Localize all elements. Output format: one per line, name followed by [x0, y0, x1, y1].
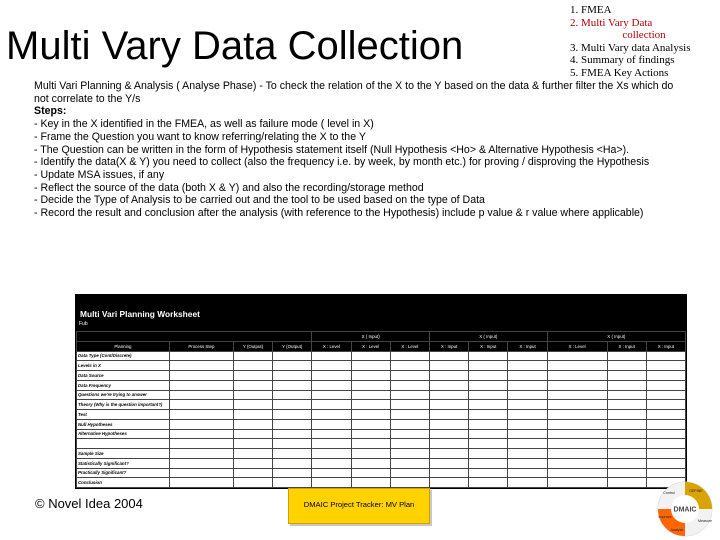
worksheet-row — [77, 400, 686, 410]
worksheet-cell — [169, 419, 233, 429]
worksheet-cell — [547, 410, 607, 420]
worksheet-cell — [390, 419, 429, 429]
worksheet-cell — [390, 410, 429, 420]
worksheet-cell — [351, 468, 390, 478]
worksheet-cell — [429, 371, 468, 381]
worksheet-cell — [169, 371, 233, 381]
worksheet-cell — [390, 390, 429, 400]
worksheet-cell — [429, 400, 468, 410]
worksheet-cell — [547, 439, 607, 449]
worksheet-cell — [469, 390, 508, 400]
worksheet-cell — [390, 371, 429, 381]
worksheet-cell — [429, 419, 468, 429]
worksheet-cell — [508, 371, 547, 381]
worksheet-cell — [469, 380, 508, 390]
worksheet-cell — [233, 390, 272, 400]
worksheet-cell — [646, 410, 685, 420]
worksheet-cell — [508, 410, 547, 420]
worksheet-cell — [508, 351, 547, 361]
worksheet-cell — [233, 419, 272, 429]
worksheet-cell — [646, 468, 685, 478]
worksheet-cell — [351, 478, 390, 488]
worksheet-cell — [547, 361, 607, 371]
worksheet-cell — [646, 458, 685, 468]
worksheet-cell — [351, 351, 390, 361]
worksheet-cell — [273, 468, 312, 478]
logo-control-text: Control — [663, 491, 675, 495]
worksheet-cell — [508, 429, 547, 439]
worksheet-cell — [469, 458, 508, 468]
group-header-blank — [77, 332, 312, 342]
worksheet-cell — [273, 419, 312, 429]
worksheet-cell — [169, 400, 233, 410]
worksheet-column-header: X : Level — [312, 341, 351, 351]
worksheet-cell — [429, 458, 468, 468]
logo-define-text: DEFINE — [689, 489, 703, 493]
worksheet-column-header: X : Input — [607, 341, 646, 351]
logo-center-text: DMAIC — [673, 506, 697, 514]
worksheet-cell — [469, 478, 508, 488]
body-text — [34, 80, 676, 220]
worksheet-cell — [233, 351, 272, 361]
worksheet-column-header: Planning — [77, 341, 170, 351]
worksheet-cell — [312, 351, 351, 361]
worksheet-cell — [607, 468, 646, 478]
worksheet-cell — [429, 380, 468, 390]
worksheet-cell — [547, 478, 607, 488]
worksheet-row-label: Practically Significant? — [77, 468, 170, 478]
worksheet-cell — [169, 468, 233, 478]
worksheet-cell — [233, 371, 272, 381]
worksheet-column-header: X : Input — [429, 341, 468, 351]
worksheet-cell — [312, 419, 351, 429]
worksheet-column-header: X : Level — [547, 341, 607, 351]
worksheet-row — [77, 361, 686, 371]
worksheet-row-label: Levels in X — [77, 361, 170, 371]
tracker-label: DMAIC Project Tracker: MV Plan — [303, 500, 415, 509]
worksheet-cell — [508, 468, 547, 478]
worksheet-cell — [351, 361, 390, 371]
worksheet-cell — [429, 449, 468, 459]
intro-paragraph: Multi Vari Planning & Analysis ( Analyse Phase) - To check the relation of the X to the Y based on the data & further filter the Xs which do not correlate to the Y/s — [34, 80, 674, 105]
logo-measure-text: Measure — [698, 519, 712, 523]
steps-heading: Steps: — [34, 105, 67, 118]
worksheet-cell — [508, 458, 547, 468]
agenda-item-analysis: 3. Multi Vary data Analysis — [570, 41, 691, 54]
worksheet-cell — [547, 429, 607, 439]
worksheet-row-label: Null Hypotheses — [77, 419, 170, 429]
worksheet-cell — [469, 410, 508, 420]
worksheet-cell — [351, 380, 390, 390]
worksheet-column-header: Y (Output) — [233, 341, 272, 351]
worksheet-cell — [607, 439, 646, 449]
worksheet-cell — [469, 439, 508, 449]
worksheet-row — [77, 371, 686, 381]
worksheet-cell — [469, 371, 508, 381]
worksheet-column-header: X : Level — [390, 341, 429, 351]
worksheet-cell — [312, 410, 351, 420]
worksheet-cell — [547, 371, 607, 381]
step-item: - The Question can be written in the form of Hypothesis statement itself (Null Hypothesis <Ho> & Alternative Hypothesis <Ha>). — [34, 143, 630, 156]
worksheet-cell — [390, 429, 429, 439]
agenda-item-collection — [570, 29, 718, 42]
worksheet-row — [77, 390, 686, 400]
worksheet-cell — [233, 400, 272, 410]
worksheet-cell — [312, 468, 351, 478]
group-header: X ( Input) — [312, 332, 430, 342]
agenda-item-fmea: 1. FMEA — [570, 4, 612, 16]
worksheet-cell — [390, 468, 429, 478]
worksheet-cell — [233, 361, 272, 371]
worksheet-cell — [169, 449, 233, 459]
worksheet-cell — [607, 351, 646, 361]
worksheet-row-label — [77, 439, 170, 449]
worksheet-cell — [169, 429, 233, 439]
worksheet-cell — [547, 380, 607, 390]
worksheet-cell — [469, 419, 508, 429]
worksheet-cell — [469, 429, 508, 439]
worksheet-cell — [508, 390, 547, 400]
worksheet-cell — [646, 439, 685, 449]
worksheet-cell — [607, 458, 646, 468]
worksheet-row — [77, 478, 686, 488]
worksheet-cell — [646, 419, 685, 429]
worksheet-cell — [646, 429, 685, 439]
worksheet-cell — [429, 429, 468, 439]
worksheet-cell — [508, 449, 547, 459]
agenda-list — [570, 4, 718, 80]
worksheet-cell — [607, 390, 646, 400]
worksheet-cell — [273, 449, 312, 459]
worksheet-cell — [607, 429, 646, 439]
worksheet-cell — [607, 361, 646, 371]
step-item: - Decide the Type of Analysis to be carried out and the tool to be used based on the type of Data — [34, 194, 485, 207]
worksheet-cell — [429, 478, 468, 488]
worksheet-column-header: X : Level — [351, 341, 390, 351]
worksheet-cell — [469, 468, 508, 478]
worksheet-cell — [351, 390, 390, 400]
worksheet-cell — [646, 361, 685, 371]
worksheet-cell — [351, 449, 390, 459]
worksheet-cell — [351, 429, 390, 439]
worksheet-cell — [390, 351, 429, 361]
worksheet-cell — [169, 380, 233, 390]
worksheet-cell — [312, 439, 351, 449]
worksheet-cell — [469, 361, 508, 371]
worksheet-cell — [233, 410, 272, 420]
logo-analyze-text: Analyze — [670, 528, 684, 532]
worksheet-cell — [607, 449, 646, 459]
worksheet-cell — [273, 458, 312, 468]
worksheet-cell — [273, 390, 312, 400]
worksheet-cell — [390, 478, 429, 488]
worksheet-cell — [233, 449, 272, 459]
worksheet-cell — [233, 439, 272, 449]
worksheet-row-label: Sample Size — [77, 449, 170, 459]
worksheet-column-header: Y (Output) — [273, 341, 312, 351]
worksheet-cell — [169, 458, 233, 468]
worksheet-cell — [312, 390, 351, 400]
slide-title: Multi Vary Data Collection — [6, 24, 464, 68]
dmaic-logo — [655, 480, 715, 538]
worksheet-cell — [273, 351, 312, 361]
worksheet-row — [77, 410, 686, 420]
worksheet-cell — [233, 468, 272, 478]
worksheet-cell — [273, 371, 312, 381]
worksheet-row — [77, 468, 686, 478]
worksheet-cell — [508, 400, 547, 410]
worksheet-table — [76, 331, 686, 488]
worksheet-cell — [273, 380, 312, 390]
worksheet-cell — [273, 429, 312, 439]
worksheet-row-label: Test — [77, 410, 170, 420]
worksheet-cell — [469, 449, 508, 459]
worksheet-cell — [169, 478, 233, 488]
worksheet-cell — [273, 361, 312, 371]
worksheet-cell — [646, 390, 685, 400]
worksheet-cell — [351, 400, 390, 410]
step-item: - Frame the Question you want to know referring/relating the X to the Y — [34, 130, 366, 143]
worksheet-cell — [607, 419, 646, 429]
step-item: - Key in the X identified in the FMEA, as well as failure mode ( level in X) — [34, 118, 374, 131]
worksheet-cell — [508, 380, 547, 390]
worksheet-cell — [429, 361, 468, 371]
worksheet-cell — [547, 351, 607, 361]
worksheet-row — [77, 449, 686, 459]
worksheet-cell — [547, 458, 607, 468]
worksheet-body — [77, 351, 686, 488]
worksheet-group-row — [77, 332, 686, 342]
worksheet-cell — [312, 361, 351, 371]
worksheet-cell — [351, 439, 390, 449]
worksheet-cell — [312, 371, 351, 381]
agenda-item-collection-text: collection — [622, 29, 666, 42]
agenda-item-multi-vary-data: 2. Multi Vary Data — [570, 16, 653, 29]
worksheet-cell — [169, 410, 233, 420]
worksheet-cell — [547, 390, 607, 400]
step-item: - Identify the data(X & Y) you need to collect (also the frequency i.e. by week, by month etc.) for proving / disproving the Hypothesis — [34, 156, 650, 169]
worksheet-cell — [312, 380, 351, 390]
step-item: - Record the result and conclusion after the analysis (with reference to the Hypothesis) include p value & r value where applicable) — [34, 207, 644, 220]
worksheet-cell — [508, 419, 547, 429]
worksheet-cell — [646, 449, 685, 459]
worksheet-cell — [547, 449, 607, 459]
worksheet-cell — [312, 478, 351, 488]
worksheet-column-header: Process Step — [169, 341, 233, 351]
worksheet-cell — [469, 351, 508, 361]
worksheet-row — [77, 439, 686, 449]
worksheet-cell — [429, 468, 468, 478]
worksheet-row — [77, 419, 686, 429]
dmaic-tracker-badge — [288, 488, 430, 524]
logo-improve-text: Improve — [658, 515, 672, 519]
worksheet-cell — [646, 371, 685, 381]
worksheet-cell — [547, 419, 607, 429]
worksheet-column-header: X : Input — [646, 341, 685, 351]
worksheet-row-label: Alternative Hypotheses — [77, 429, 170, 439]
worksheet-cell — [607, 400, 646, 410]
worksheet-cell — [233, 458, 272, 468]
worksheet-cell — [547, 468, 607, 478]
worksheet-cell — [429, 439, 468, 449]
worksheet-cell — [508, 361, 547, 371]
worksheet-row-label: Data Frequency — [77, 380, 170, 390]
worksheet-row-label: Data Type (Cont/Discrete) — [77, 351, 170, 361]
agenda-item-summary: 4. Summary of findings — [570, 54, 675, 67]
planning-worksheet — [75, 294, 687, 489]
worksheet-title: Multi Vari Planning Worksheet — [80, 309, 200, 319]
worksheet-cell — [390, 439, 429, 449]
worksheet-row-label: Theory (Why is the question important?) — [77, 400, 170, 410]
worksheet-cell — [273, 400, 312, 410]
worksheet-cell — [607, 410, 646, 420]
worksheet-cell — [646, 351, 685, 361]
worksheet-cell — [607, 380, 646, 390]
worksheet-cell — [169, 439, 233, 449]
worksheet-cell — [233, 380, 272, 390]
worksheet-cell — [429, 410, 468, 420]
worksheet-cell — [273, 478, 312, 488]
worksheet-row-label: Statistically Significant? — [77, 458, 170, 468]
agenda-item-key-actions: 5. FMEA Key Actions — [570, 66, 669, 79]
group-header: X ( Input) — [547, 332, 685, 342]
worksheet-cell — [351, 458, 390, 468]
worksheet-cell — [390, 458, 429, 468]
worksheet-cell — [312, 429, 351, 439]
worksheet-cell — [508, 439, 547, 449]
worksheet-cell — [429, 351, 468, 361]
worksheet-cell — [390, 400, 429, 410]
worksheet-cell — [351, 419, 390, 429]
worksheet-cell — [351, 371, 390, 381]
worksheet-cell — [390, 361, 429, 371]
step-item: - Update MSA issues, if any — [34, 168, 165, 181]
steps-list — [34, 118, 676, 220]
worksheet-cell — [351, 410, 390, 420]
worksheet-column-header: X : Input — [508, 341, 547, 351]
worksheet-cell — [312, 458, 351, 468]
worksheet-cell — [169, 351, 233, 361]
worksheet-row — [77, 351, 686, 361]
worksheet-cell — [390, 449, 429, 459]
worksheet-cell — [233, 478, 272, 488]
worksheet-row-label: Data Source — [77, 371, 170, 381]
worksheet-cell — [469, 400, 508, 410]
worksheet-row — [77, 458, 686, 468]
worksheet-cell — [547, 400, 607, 410]
worksheet-header — [76, 295, 686, 331]
worksheet-cell — [508, 478, 547, 488]
worksheet-cell — [646, 400, 685, 410]
worksheet-cell — [312, 449, 351, 459]
worksheet-cell — [312, 400, 351, 410]
copyright-text: © Novel Idea 2004 — [35, 496, 143, 511]
worksheet-row-label: Conclusion — [77, 478, 170, 488]
worksheet-row-label: Questions we're trying to answer — [77, 390, 170, 400]
group-header: X ( Input) — [429, 332, 547, 342]
worksheet-cell — [607, 371, 646, 381]
worksheet-column-header: X : Input — [469, 341, 508, 351]
worksheet-cell — [169, 361, 233, 371]
worksheet-column-row — [77, 341, 686, 351]
worksheet-cell — [607, 478, 646, 488]
step-item: - Reflect the source of the data (both X & Y) and also the recording/storage method — [34, 181, 424, 194]
worksheet-subtitle: Fub — [79, 321, 88, 327]
worksheet-row — [77, 380, 686, 390]
worksheet-cell — [273, 410, 312, 420]
worksheet-row — [77, 429, 686, 439]
worksheet-cell — [646, 380, 685, 390]
worksheet-cell — [273, 439, 312, 449]
worksheet-cell — [169, 390, 233, 400]
worksheet-cell — [429, 390, 468, 400]
worksheet-cell — [233, 429, 272, 439]
worksheet-cell — [390, 380, 429, 390]
